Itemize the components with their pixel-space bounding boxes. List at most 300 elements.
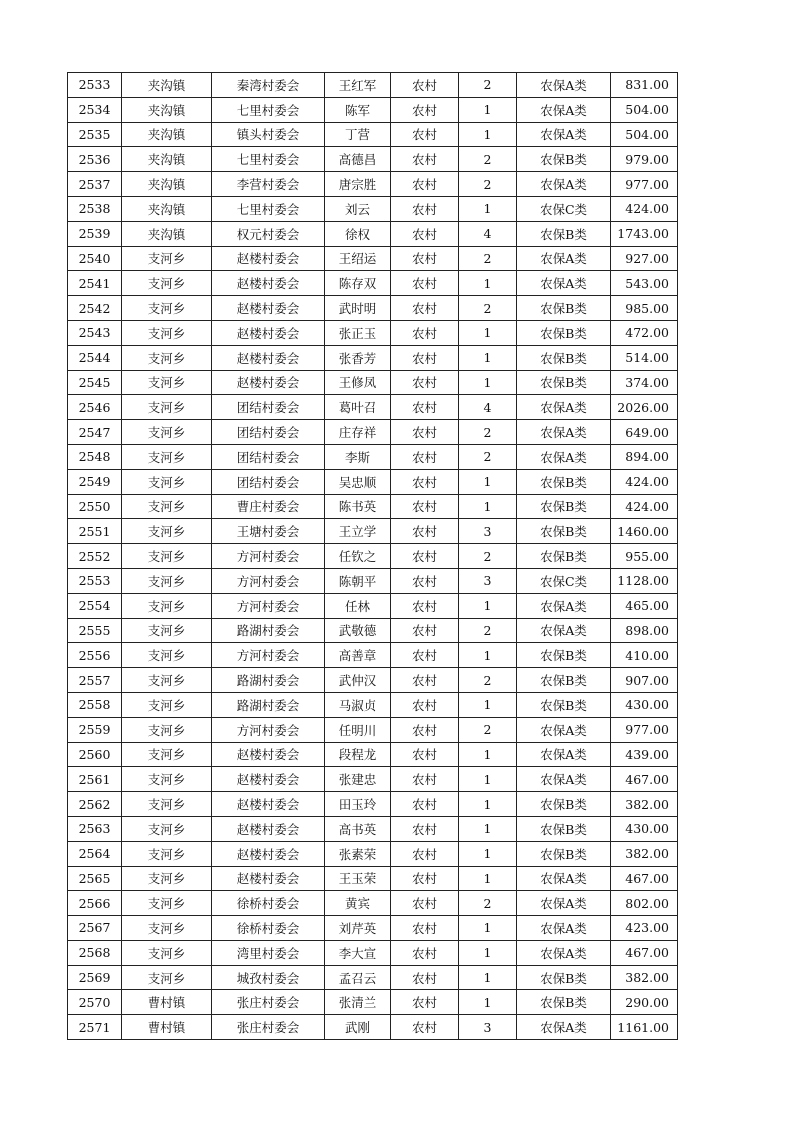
amount-cell: 290.00 — [611, 990, 678, 1015]
row-number-cell: 2539 — [68, 221, 122, 246]
table-row — [68, 420, 678, 445]
amount-cell: 430.00 — [611, 816, 678, 841]
township-cell: 支河乡 — [122, 345, 212, 370]
category-cell: 农保A类 — [517, 444, 611, 469]
table-row — [68, 196, 678, 221]
township-cell: 支河乡 — [122, 717, 212, 742]
row-number-cell: 2546 — [68, 395, 122, 420]
table-row — [68, 965, 678, 990]
table-row — [68, 147, 678, 172]
table-row — [68, 767, 678, 792]
person-name-cell: 刘芹英 — [325, 916, 391, 941]
person-name-cell: 武刚 — [325, 1015, 391, 1040]
table-row — [68, 816, 678, 841]
area-type-cell: 农村 — [391, 767, 459, 792]
row-number-cell: 2560 — [68, 742, 122, 767]
person-name-cell: 王玉荣 — [325, 866, 391, 891]
person-name-cell: 陈存双 — [325, 271, 391, 296]
person-name-cell: 刘云 — [325, 196, 391, 221]
area-type-cell: 农村 — [391, 742, 459, 767]
household-size-cell: 1 — [459, 767, 517, 792]
row-number-cell: 2569 — [68, 965, 122, 990]
table-row — [68, 271, 678, 296]
village-committee-cell: 镇头村委会 — [212, 122, 325, 147]
township-cell: 支河乡 — [122, 271, 212, 296]
row-number-cell: 2547 — [68, 420, 122, 445]
table-row — [68, 370, 678, 395]
category-cell: 农保B类 — [517, 147, 611, 172]
table-row — [68, 916, 678, 941]
area-type-cell: 农村 — [391, 519, 459, 544]
table-row — [68, 940, 678, 965]
row-number-cell: 2571 — [68, 1015, 122, 1040]
village-committee-cell: 方河村委会 — [212, 643, 325, 668]
village-committee-cell: 王塘村委会 — [212, 519, 325, 544]
township-cell: 支河乡 — [122, 891, 212, 916]
area-type-cell: 农村 — [391, 866, 459, 891]
area-type-cell: 农村 — [391, 568, 459, 593]
category-cell: 农保B类 — [517, 816, 611, 841]
category-cell: 农保A类 — [517, 618, 611, 643]
amount-cell: 514.00 — [611, 345, 678, 370]
village-committee-cell: 赵楼村委会 — [212, 742, 325, 767]
household-size-cell: 2 — [459, 717, 517, 742]
category-cell: 农保A类 — [517, 866, 611, 891]
table-row — [68, 891, 678, 916]
person-name-cell: 李大宣 — [325, 940, 391, 965]
household-size-cell: 2 — [459, 147, 517, 172]
row-number-cell: 2558 — [68, 692, 122, 717]
amount-cell: 927.00 — [611, 246, 678, 271]
household-size-cell: 1 — [459, 345, 517, 370]
area-type-cell: 农村 — [391, 296, 459, 321]
category-cell: 农保A类 — [517, 916, 611, 941]
table-row — [68, 618, 678, 643]
amount-cell: 467.00 — [611, 940, 678, 965]
table-row — [68, 246, 678, 271]
row-number-cell: 2540 — [68, 246, 122, 271]
amount-cell: 979.00 — [611, 147, 678, 172]
amount-cell: 977.00 — [611, 717, 678, 742]
amount-cell: 2026.00 — [611, 395, 678, 420]
category-cell: 农保B类 — [517, 296, 611, 321]
household-size-cell: 2 — [459, 668, 517, 693]
row-number-cell: 2565 — [68, 866, 122, 891]
household-size-cell: 4 — [459, 395, 517, 420]
relief-roster-table — [67, 72, 678, 1040]
amount-cell: 802.00 — [611, 891, 678, 916]
person-name-cell: 任钦之 — [325, 544, 391, 569]
category-cell: 农保A类 — [517, 940, 611, 965]
person-name-cell: 陈书英 — [325, 494, 391, 519]
person-name-cell: 张素荣 — [325, 841, 391, 866]
row-number-cell: 2537 — [68, 172, 122, 197]
village-committee-cell: 方河村委会 — [212, 568, 325, 593]
category-cell: 农保A类 — [517, 767, 611, 792]
area-type-cell: 农村 — [391, 122, 459, 147]
village-committee-cell: 赵楼村委会 — [212, 345, 325, 370]
person-name-cell: 武仲汉 — [325, 668, 391, 693]
area-type-cell: 农村 — [391, 444, 459, 469]
household-size-cell: 4 — [459, 221, 517, 246]
amount-cell: 985.00 — [611, 296, 678, 321]
person-name-cell: 吴忠顺 — [325, 469, 391, 494]
village-committee-cell: 赵楼村委会 — [212, 246, 325, 271]
amount-cell: 472.00 — [611, 320, 678, 345]
table-row — [68, 990, 678, 1015]
amount-cell: 504.00 — [611, 97, 678, 122]
township-cell: 支河乡 — [122, 767, 212, 792]
row-number-cell: 2559 — [68, 717, 122, 742]
village-committee-cell: 赵楼村委会 — [212, 370, 325, 395]
area-type-cell: 农村 — [391, 618, 459, 643]
township-cell: 支河乡 — [122, 246, 212, 271]
township-cell: 支河乡 — [122, 469, 212, 494]
amount-cell: 382.00 — [611, 965, 678, 990]
row-number-cell: 2564 — [68, 841, 122, 866]
household-size-cell: 3 — [459, 1015, 517, 1040]
person-name-cell: 马淑贞 — [325, 692, 391, 717]
village-committee-cell: 路湖村委会 — [212, 668, 325, 693]
person-name-cell: 王绍运 — [325, 246, 391, 271]
village-committee-cell: 曹庄村委会 — [212, 494, 325, 519]
township-cell: 支河乡 — [122, 444, 212, 469]
village-committee-cell: 方河村委会 — [212, 717, 325, 742]
village-committee-cell: 方河村委会 — [212, 593, 325, 618]
township-cell: 支河乡 — [122, 668, 212, 693]
row-number-cell: 2535 — [68, 122, 122, 147]
category-cell: 农保A类 — [517, 97, 611, 122]
row-number-cell: 2555 — [68, 618, 122, 643]
category-cell: 农保B类 — [517, 692, 611, 717]
person-name-cell: 丁营 — [325, 122, 391, 147]
amount-cell: 1161.00 — [611, 1015, 678, 1040]
person-name-cell: 徐权 — [325, 221, 391, 246]
area-type-cell: 农村 — [391, 420, 459, 445]
person-name-cell: 王修凤 — [325, 370, 391, 395]
village-committee-cell: 城孜村委会 — [212, 965, 325, 990]
village-committee-cell: 徐桥村委会 — [212, 916, 325, 941]
area-type-cell: 农村 — [391, 246, 459, 271]
table-row — [68, 519, 678, 544]
row-number-cell: 2554 — [68, 593, 122, 618]
household-size-cell: 3 — [459, 568, 517, 593]
category-cell: 农保A类 — [517, 271, 611, 296]
person-name-cell: 陈军 — [325, 97, 391, 122]
table-row — [68, 593, 678, 618]
row-number-cell: 2548 — [68, 444, 122, 469]
category-cell: 农保C类 — [517, 196, 611, 221]
row-number-cell: 2536 — [68, 147, 122, 172]
category-cell: 农保B类 — [517, 469, 611, 494]
village-committee-cell: 路湖村委会 — [212, 692, 325, 717]
row-number-cell: 2543 — [68, 320, 122, 345]
village-committee-cell: 团结村委会 — [212, 395, 325, 420]
area-type-cell: 农村 — [391, 792, 459, 817]
category-cell: 农保B类 — [517, 494, 611, 519]
village-committee-cell: 赵楼村委会 — [212, 767, 325, 792]
village-committee-cell: 秦湾村委会 — [212, 73, 325, 98]
village-committee-cell: 赵楼村委会 — [212, 841, 325, 866]
row-number-cell: 2552 — [68, 544, 122, 569]
amount-cell: 465.00 — [611, 593, 678, 618]
table-row — [68, 395, 678, 420]
household-size-cell: 1 — [459, 841, 517, 866]
township-cell: 支河乡 — [122, 544, 212, 569]
row-number-cell: 2561 — [68, 767, 122, 792]
household-size-cell: 2 — [459, 544, 517, 569]
village-committee-cell: 李营村委会 — [212, 172, 325, 197]
row-number-cell: 2538 — [68, 196, 122, 221]
category-cell: 农保A类 — [517, 73, 611, 98]
category-cell: 农保B类 — [517, 221, 611, 246]
person-name-cell: 任明川 — [325, 717, 391, 742]
area-type-cell: 农村 — [391, 147, 459, 172]
township-cell: 支河乡 — [122, 841, 212, 866]
category-cell: 农保A类 — [517, 172, 611, 197]
household-size-cell: 1 — [459, 965, 517, 990]
amount-cell: 1460.00 — [611, 519, 678, 544]
area-type-cell: 农村 — [391, 271, 459, 296]
township-cell: 支河乡 — [122, 494, 212, 519]
category-cell: 农保C类 — [517, 568, 611, 593]
amount-cell: 649.00 — [611, 420, 678, 445]
household-size-cell: 2 — [459, 296, 517, 321]
area-type-cell: 农村 — [391, 717, 459, 742]
amount-cell: 430.00 — [611, 692, 678, 717]
household-size-cell: 1 — [459, 469, 517, 494]
amount-cell: 1128.00 — [611, 568, 678, 593]
area-type-cell: 农村 — [391, 544, 459, 569]
amount-cell: 467.00 — [611, 767, 678, 792]
table-body — [68, 73, 678, 1040]
row-number-cell: 2562 — [68, 792, 122, 817]
row-number-cell: 2545 — [68, 370, 122, 395]
table-row — [68, 73, 678, 98]
household-size-cell: 2 — [459, 172, 517, 197]
household-size-cell: 1 — [459, 816, 517, 841]
household-size-cell: 1 — [459, 593, 517, 618]
person-name-cell: 孟召云 — [325, 965, 391, 990]
village-committee-cell: 七里村委会 — [212, 147, 325, 172]
village-committee-cell: 赵楼村委会 — [212, 296, 325, 321]
table-row — [68, 296, 678, 321]
township-cell: 支河乡 — [122, 866, 212, 891]
household-size-cell: 2 — [459, 891, 517, 916]
row-number-cell: 2556 — [68, 643, 122, 668]
township-cell: 支河乡 — [122, 568, 212, 593]
amount-cell: 504.00 — [611, 122, 678, 147]
category-cell: 农保B类 — [517, 841, 611, 866]
category-cell: 农保B类 — [517, 668, 611, 693]
township-cell: 支河乡 — [122, 395, 212, 420]
row-number-cell: 2550 — [68, 494, 122, 519]
township-cell: 支河乡 — [122, 296, 212, 321]
village-committee-cell: 赵楼村委会 — [212, 271, 325, 296]
table-row — [68, 122, 678, 147]
township-cell: 支河乡 — [122, 593, 212, 618]
area-type-cell: 农村 — [391, 97, 459, 122]
township-cell: 夹沟镇 — [122, 73, 212, 98]
amount-cell: 424.00 — [611, 469, 678, 494]
township-cell: 夹沟镇 — [122, 172, 212, 197]
table-row — [68, 568, 678, 593]
row-number-cell: 2557 — [68, 668, 122, 693]
area-type-cell: 农村 — [391, 73, 459, 98]
township-cell: 支河乡 — [122, 816, 212, 841]
amount-cell: 894.00 — [611, 444, 678, 469]
category-cell: 农保A类 — [517, 891, 611, 916]
table-row — [68, 668, 678, 693]
table-row — [68, 742, 678, 767]
amount-cell: 467.00 — [611, 866, 678, 891]
area-type-cell: 农村 — [391, 221, 459, 246]
amount-cell: 423.00 — [611, 916, 678, 941]
township-cell: 支河乡 — [122, 519, 212, 544]
household-size-cell: 1 — [459, 866, 517, 891]
row-number-cell: 2533 — [68, 73, 122, 98]
township-cell: 支河乡 — [122, 742, 212, 767]
household-size-cell: 1 — [459, 916, 517, 941]
township-cell: 夹沟镇 — [122, 97, 212, 122]
category-cell: 农保B类 — [517, 345, 611, 370]
township-cell: 支河乡 — [122, 692, 212, 717]
row-number-cell: 2567 — [68, 916, 122, 941]
table-row — [68, 345, 678, 370]
village-committee-cell: 团结村委会 — [212, 444, 325, 469]
person-name-cell: 陈朝平 — [325, 568, 391, 593]
category-cell: 农保B类 — [517, 990, 611, 1015]
table-row — [68, 866, 678, 891]
household-size-cell: 1 — [459, 320, 517, 345]
person-name-cell: 黄宾 — [325, 891, 391, 916]
person-name-cell: 唐宗胜 — [325, 172, 391, 197]
category-cell: 农保B类 — [517, 519, 611, 544]
township-cell: 支河乡 — [122, 618, 212, 643]
area-type-cell: 农村 — [391, 196, 459, 221]
township-cell: 曹村镇 — [122, 1015, 212, 1040]
household-size-cell: 1 — [459, 940, 517, 965]
row-number-cell: 2563 — [68, 816, 122, 841]
household-size-cell: 1 — [459, 792, 517, 817]
person-name-cell: 张清兰 — [325, 990, 391, 1015]
person-name-cell: 葛叶召 — [325, 395, 391, 420]
village-committee-cell: 赵楼村委会 — [212, 792, 325, 817]
table-row — [68, 544, 678, 569]
row-number-cell: 2568 — [68, 940, 122, 965]
village-committee-cell: 权元村委会 — [212, 221, 325, 246]
township-cell: 夹沟镇 — [122, 196, 212, 221]
category-cell: 农保A类 — [517, 122, 611, 147]
area-type-cell: 农村 — [391, 891, 459, 916]
area-type-cell: 农村 — [391, 916, 459, 941]
amount-cell: 898.00 — [611, 618, 678, 643]
area-type-cell: 农村 — [391, 395, 459, 420]
category-cell: 农保B类 — [517, 320, 611, 345]
household-size-cell: 1 — [459, 122, 517, 147]
amount-cell: 907.00 — [611, 668, 678, 693]
category-cell: 农保A类 — [517, 395, 611, 420]
village-committee-cell: 方河村委会 — [212, 544, 325, 569]
household-size-cell: 2 — [459, 420, 517, 445]
household-size-cell: 1 — [459, 196, 517, 221]
table-row — [68, 1015, 678, 1040]
table-row — [68, 717, 678, 742]
table-row — [68, 494, 678, 519]
household-size-cell: 1 — [459, 370, 517, 395]
household-size-cell: 1 — [459, 494, 517, 519]
township-cell: 曹村镇 — [122, 990, 212, 1015]
township-cell: 支河乡 — [122, 792, 212, 817]
area-type-cell: 农村 — [391, 940, 459, 965]
category-cell: 农保A类 — [517, 593, 611, 618]
amount-cell: 543.00 — [611, 271, 678, 296]
township-cell: 支河乡 — [122, 420, 212, 445]
row-number-cell: 2570 — [68, 990, 122, 1015]
household-size-cell: 3 — [459, 519, 517, 544]
row-number-cell: 2534 — [68, 97, 122, 122]
person-name-cell: 武敬德 — [325, 618, 391, 643]
village-committee-cell: 湾里村委会 — [212, 940, 325, 965]
person-name-cell: 张香芳 — [325, 345, 391, 370]
person-name-cell: 武时明 — [325, 296, 391, 321]
area-type-cell: 农村 — [391, 593, 459, 618]
area-type-cell: 农村 — [391, 965, 459, 990]
township-cell: 夹沟镇 — [122, 122, 212, 147]
amount-cell: 1743.00 — [611, 221, 678, 246]
category-cell: 农保A类 — [517, 717, 611, 742]
table-row — [68, 643, 678, 668]
person-name-cell: 李斯 — [325, 444, 391, 469]
amount-cell: 955.00 — [611, 544, 678, 569]
village-committee-cell: 赵楼村委会 — [212, 816, 325, 841]
category-cell: 农保B类 — [517, 544, 611, 569]
area-type-cell: 农村 — [391, 841, 459, 866]
household-size-cell: 1 — [459, 643, 517, 668]
amount-cell: 831.00 — [611, 73, 678, 98]
person-name-cell: 段程龙 — [325, 742, 391, 767]
person-name-cell: 王立学 — [325, 519, 391, 544]
household-size-cell: 2 — [459, 444, 517, 469]
row-number-cell: 2553 — [68, 568, 122, 593]
household-size-cell: 2 — [459, 618, 517, 643]
row-number-cell: 2566 — [68, 891, 122, 916]
person-name-cell: 田玉玲 — [325, 792, 391, 817]
village-committee-cell: 徐桥村委会 — [212, 891, 325, 916]
table-row — [68, 841, 678, 866]
village-committee-cell: 团结村委会 — [212, 469, 325, 494]
township-cell: 支河乡 — [122, 916, 212, 941]
household-size-cell: 1 — [459, 742, 517, 767]
row-number-cell: 2544 — [68, 345, 122, 370]
household-size-cell: 2 — [459, 73, 517, 98]
person-name-cell: 张建忠 — [325, 767, 391, 792]
area-type-cell: 农村 — [391, 370, 459, 395]
category-cell: 农保A类 — [517, 742, 611, 767]
table-row — [68, 172, 678, 197]
area-type-cell: 农村 — [391, 494, 459, 519]
amount-cell: 424.00 — [611, 494, 678, 519]
table-row — [68, 692, 678, 717]
row-number-cell: 2551 — [68, 519, 122, 544]
area-type-cell: 农村 — [391, 668, 459, 693]
amount-cell: 439.00 — [611, 742, 678, 767]
category-cell: 农保A类 — [517, 246, 611, 271]
area-type-cell: 农村 — [391, 692, 459, 717]
amount-cell: 424.00 — [611, 196, 678, 221]
village-committee-cell: 赵楼村委会 — [212, 320, 325, 345]
township-cell: 支河乡 — [122, 320, 212, 345]
